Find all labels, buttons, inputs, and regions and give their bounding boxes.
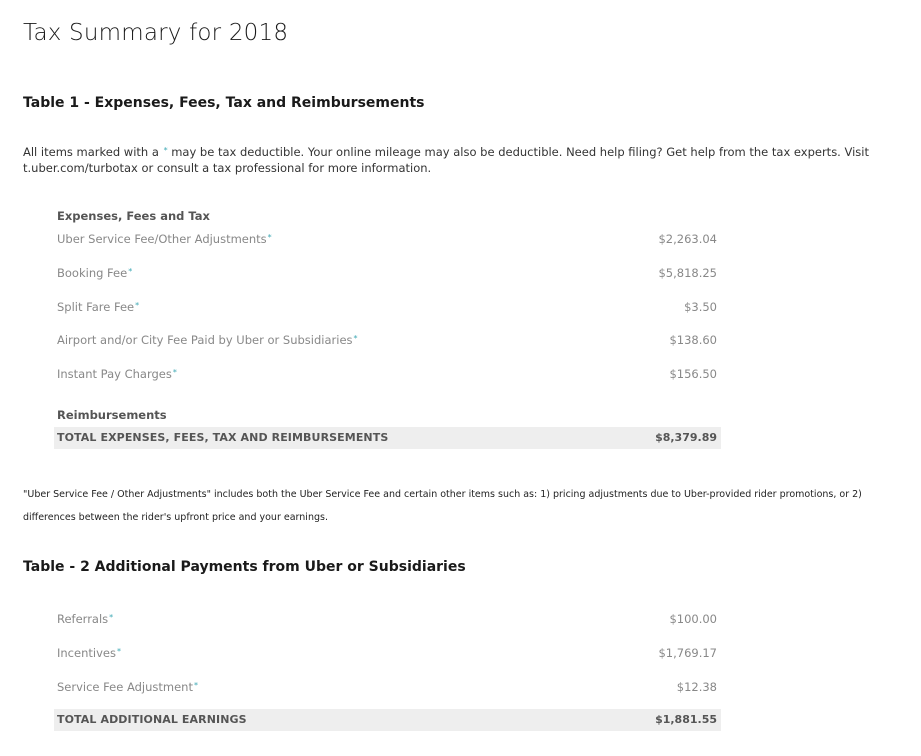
asterisk-icon: * [353, 334, 358, 343]
row-amount: $138.60 [669, 333, 717, 347]
asterisk-icon: * [267, 233, 272, 242]
row-label: Instant Pay Charges* [57, 367, 177, 381]
asterisk-icon: * [193, 681, 198, 690]
row-amount: $2,263.04 [658, 232, 717, 246]
row-label: Uber Service Fee/Other Adjustments* [57, 232, 272, 246]
row-label: Service Fee Adjustment* [57, 680, 198, 694]
table-row [54, 365, 721, 385]
table2-heading: Table - 2 Additional Payments from Uber or Subsidiaries [23, 559, 466, 575]
row-amount: $100.00 [669, 612, 717, 626]
row-label: Split Fare Fee* [57, 300, 140, 314]
total-amount: $1,881.55 [655, 713, 717, 726]
asterisk-icon: * [128, 267, 133, 276]
row-label: Incentives* [57, 646, 121, 660]
row-label: Airport and/or City Fee Paid by Uber or Subsidiaries* [57, 333, 358, 347]
intro-text-before-star: All items marked with a [23, 145, 159, 159]
asterisk-icon: * [135, 301, 140, 310]
intro-text-after-star: may be tax deductible. Your online mileage may also be deductible. Need help filing? Get help from the tax experts. Visit t.uber.com/turbotax or consult a tax professional for more information. [23, 145, 870, 175]
table-row [54, 298, 721, 318]
row-amount: $5,818.25 [658, 266, 717, 280]
total-amount: $8,379.89 [655, 431, 717, 444]
table-row [54, 264, 721, 284]
table1-intro [23, 143, 883, 176]
table-row [54, 644, 721, 664]
table-row [54, 678, 721, 698]
group-label-expenses: Expenses, Fees and Tax [57, 209, 210, 223]
row-label: Referrals* [57, 612, 114, 626]
table-row [54, 610, 721, 630]
asterisk-icon: * [163, 146, 168, 155]
asterisk-icon: * [172, 368, 177, 377]
asterisk-icon: * [109, 613, 114, 622]
row-amount: $1,769.17 [658, 646, 717, 660]
table1-heading: Table 1 - Expenses, Fees, Tax and Reimbursements [23, 95, 425, 111]
row-amount: $156.50 [669, 367, 717, 381]
total-row [54, 427, 721, 449]
page-title: Tax Summary for 2018 [23, 20, 289, 46]
total-label: TOTAL ADDITIONAL EARNINGS [57, 713, 247, 726]
table-row [54, 230, 721, 250]
total-label: TOTAL EXPENSES, FEES, TAX AND REIMBURSEMENTS [57, 431, 389, 444]
group-label-reimbursements: Reimbursements [57, 408, 167, 422]
row-amount: $12.38 [676, 680, 717, 694]
table1-footnote: "Uber Service Fee / Other Adjustments" includes both the Uber Service Fee and certain other items such as: 1) pricing adjustments due to Uber-provided rider promotions, or 2) differences between the rider's upfront price and your earnings. [23, 489, 862, 523]
asterisk-icon: * [116, 647, 121, 656]
total-row [54, 709, 721, 731]
table-row [54, 331, 721, 351]
row-label: Booking Fee* [57, 266, 133, 280]
row-amount: $3.50 [684, 300, 717, 314]
